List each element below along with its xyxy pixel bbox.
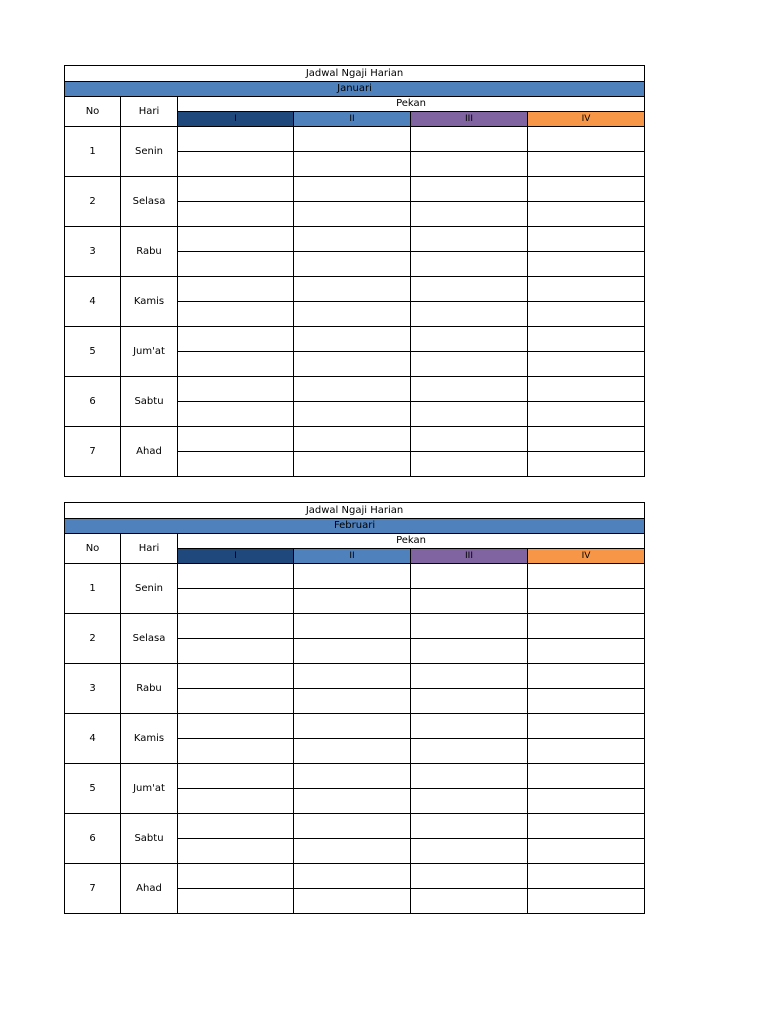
schedule-slot[interactable] (178, 402, 294, 427)
schedule-slot[interactable] (178, 639, 294, 664)
schedule-slot[interactable] (411, 377, 528, 402)
schedule-slot[interactable] (528, 402, 645, 427)
schedule-slot[interactable] (178, 764, 294, 789)
schedule-slot[interactable] (411, 864, 528, 889)
column-header-hari: Hari (121, 534, 178, 564)
schedule-slot[interactable] (528, 714, 645, 739)
day-number: 6 (65, 814, 121, 864)
schedule-slot[interactable] (411, 352, 528, 377)
schedule-slot[interactable] (528, 227, 645, 252)
day-name: Senin (121, 564, 178, 614)
schedule-slot[interactable] (528, 377, 645, 402)
schedule-slot[interactable] (411, 227, 528, 252)
schedule-slot[interactable] (411, 789, 528, 814)
schedule-slot[interactable] (411, 327, 528, 352)
schedule-slot[interactable] (178, 352, 294, 377)
schedule-slot[interactable] (411, 202, 528, 227)
day-number: 1 (65, 564, 121, 614)
schedule-slot[interactable] (411, 427, 528, 452)
schedule-slot[interactable] (528, 764, 645, 789)
day-number: 1 (65, 127, 121, 177)
day-row (65, 327, 645, 352)
schedule-slot[interactable] (178, 564, 294, 589)
schedule-slot[interactable] (178, 127, 294, 152)
day-row (65, 277, 645, 302)
schedule-slot[interactable] (411, 252, 528, 277)
schedule-slot[interactable] (294, 889, 411, 914)
week-header-1: I (178, 112, 294, 127)
day-name: Kamis (121, 277, 178, 327)
schedule-slot[interactable] (528, 864, 645, 889)
schedule-slot[interactable] (528, 152, 645, 177)
schedule-slot[interactable] (411, 614, 528, 639)
week-header-1: I (178, 549, 294, 564)
day-number: 3 (65, 227, 121, 277)
schedule-slot[interactable] (411, 452, 528, 477)
schedule-slot[interactable] (178, 252, 294, 277)
week-header-3: III (411, 549, 528, 564)
schedule-slot[interactable] (528, 452, 645, 477)
day-number: 7 (65, 864, 121, 914)
day-name: Sabtu (121, 814, 178, 864)
schedule-slot[interactable] (178, 714, 294, 739)
day-row (65, 814, 645, 839)
column-header-no: No (65, 534, 121, 564)
day-name: Jum'at (121, 764, 178, 814)
schedule-slot[interactable] (294, 814, 411, 839)
day-number: 2 (65, 614, 121, 664)
schedule-slot[interactable] (411, 664, 528, 689)
schedule-slot[interactable] (178, 177, 294, 202)
day-row (65, 714, 645, 739)
week-header-3: III (411, 112, 528, 127)
schedule-slot[interactable] (294, 789, 411, 814)
day-number: 7 (65, 427, 121, 477)
schedule-slot[interactable] (294, 302, 411, 327)
schedule-slot[interactable] (294, 327, 411, 352)
schedule-slot[interactable] (178, 889, 294, 914)
schedule-slot[interactable] (411, 302, 528, 327)
day-name: Rabu (121, 227, 178, 277)
week-header-2: II (294, 112, 411, 127)
schedule-slot[interactable] (294, 839, 411, 864)
column-header-no: No (65, 97, 121, 127)
day-number: 4 (65, 714, 121, 764)
day-row (65, 864, 645, 889)
schedule-slot[interactable] (411, 714, 528, 739)
schedule-slot[interactable] (178, 589, 294, 614)
schedule-slot[interactable] (411, 564, 528, 589)
week-header-4: IV (528, 112, 645, 127)
schedule-slot[interactable] (294, 127, 411, 152)
day-name: Kamis (121, 714, 178, 764)
schedule-slot[interactable] (411, 764, 528, 789)
schedule-slot[interactable] (294, 564, 411, 589)
schedule-slot[interactable] (294, 377, 411, 402)
schedule-slot[interactable] (528, 177, 645, 202)
schedule-slot[interactable] (294, 252, 411, 277)
schedule-slot[interactable] (528, 302, 645, 327)
schedule-slot[interactable] (178, 327, 294, 352)
schedule-slot[interactable] (411, 889, 528, 914)
day-row (65, 377, 645, 402)
schedule-slot[interactable] (411, 589, 528, 614)
week-header-2: II (294, 549, 411, 564)
schedule-slot[interactable] (178, 452, 294, 477)
month-label: Januari (65, 82, 645, 97)
schedule-title: Jadwal Ngaji Harian (65, 503, 645, 519)
schedule-slot[interactable] (294, 277, 411, 302)
day-number: 5 (65, 327, 121, 377)
column-header-pekan: Pekan (178, 97, 645, 112)
schedule-slot[interactable] (178, 839, 294, 864)
day-row (65, 664, 645, 689)
schedule-slot[interactable] (294, 764, 411, 789)
schedule-slot[interactable] (178, 789, 294, 814)
schedule-februari (64, 502, 644, 914)
day-name: Jum'at (121, 327, 178, 377)
schedule-slot[interactable] (528, 277, 645, 302)
schedule-slot[interactable] (528, 689, 645, 714)
schedule-slot[interactable] (528, 614, 645, 639)
schedule-slot[interactable] (528, 127, 645, 152)
schedule-slot[interactable] (294, 427, 411, 452)
schedule-slot[interactable] (178, 302, 294, 327)
schedule-slot[interactable] (294, 664, 411, 689)
day-name: Rabu (121, 664, 178, 714)
schedule-slot[interactable] (294, 714, 411, 739)
schedule-slot[interactable] (294, 864, 411, 889)
schedule-slot[interactable] (528, 564, 645, 589)
day-row (65, 177, 645, 202)
column-header-hari: Hari (121, 97, 178, 127)
schedule-slot[interactable] (528, 589, 645, 614)
schedule-title: Jadwal Ngaji Harian (65, 66, 645, 82)
schedule-slot[interactable] (411, 402, 528, 427)
day-number: 3 (65, 664, 121, 714)
schedule-slot[interactable] (178, 277, 294, 302)
schedule-slot[interactable] (178, 664, 294, 689)
day-row (65, 127, 645, 152)
month-label: Februari (65, 519, 645, 534)
schedule-slot[interactable] (411, 814, 528, 839)
day-number: 4 (65, 277, 121, 327)
schedule-slot[interactable] (178, 814, 294, 839)
schedule-slot[interactable] (178, 689, 294, 714)
schedule-slot[interactable] (528, 352, 645, 377)
day-number: 2 (65, 177, 121, 227)
schedule-januari (64, 65, 644, 477)
schedule-slot[interactable] (411, 839, 528, 864)
schedule-slot[interactable] (528, 327, 645, 352)
schedule-slot[interactable] (178, 739, 294, 764)
week-header-4: IV (528, 549, 645, 564)
schedule-slot[interactable] (528, 639, 645, 664)
schedule-slot[interactable] (294, 352, 411, 377)
day-name: Selasa (121, 614, 178, 664)
schedule-slot[interactable] (528, 252, 645, 277)
schedule-slot[interactable] (294, 614, 411, 639)
schedule-slot[interactable] (528, 839, 645, 864)
schedule-slot[interactable] (294, 589, 411, 614)
day-name: Sabtu (121, 377, 178, 427)
schedule-slot[interactable] (294, 402, 411, 427)
schedule-slot[interactable] (294, 739, 411, 764)
schedule-slot[interactable] (528, 202, 645, 227)
schedule-slot[interactable] (178, 864, 294, 889)
schedule-slot[interactable] (178, 377, 294, 402)
day-row (65, 764, 645, 789)
day-number: 5 (65, 764, 121, 814)
schedule-slot[interactable] (411, 127, 528, 152)
day-number: 6 (65, 377, 121, 427)
day-name: Ahad (121, 427, 178, 477)
schedule-slot[interactable] (178, 227, 294, 252)
schedule-slot[interactable] (294, 639, 411, 664)
day-row (65, 227, 645, 252)
schedule-slot[interactable] (294, 689, 411, 714)
day-name: Ahad (121, 864, 178, 914)
day-row (65, 614, 645, 639)
schedule-slot[interactable] (411, 639, 528, 664)
day-name: Senin (121, 127, 178, 177)
schedule-table (64, 65, 645, 477)
schedule-slot[interactable] (528, 739, 645, 764)
schedule-slot[interactable] (411, 177, 528, 202)
schedule-slot[interactable] (294, 227, 411, 252)
schedule-slot[interactable] (528, 664, 645, 689)
schedule-slot[interactable] (528, 889, 645, 914)
schedule-slot[interactable] (528, 814, 645, 839)
schedule-slot[interactable] (411, 277, 528, 302)
day-row (65, 427, 645, 452)
schedule-slot[interactable] (411, 152, 528, 177)
schedule-slot[interactable] (528, 789, 645, 814)
schedule-slot[interactable] (178, 152, 294, 177)
schedule-slot[interactable] (178, 614, 294, 639)
schedule-slot[interactable] (294, 177, 411, 202)
schedule-slot[interactable] (294, 202, 411, 227)
schedule-slot[interactable] (294, 452, 411, 477)
schedule-slot[interactable] (178, 202, 294, 227)
schedule-slot[interactable] (178, 427, 294, 452)
day-row (65, 564, 645, 589)
schedule-slot[interactable] (411, 689, 528, 714)
schedule-slot[interactable] (294, 152, 411, 177)
schedule-table (64, 502, 645, 914)
schedule-slot[interactable] (411, 739, 528, 764)
day-name: Selasa (121, 177, 178, 227)
schedule-slot[interactable] (528, 427, 645, 452)
column-header-pekan: Pekan (178, 534, 645, 549)
